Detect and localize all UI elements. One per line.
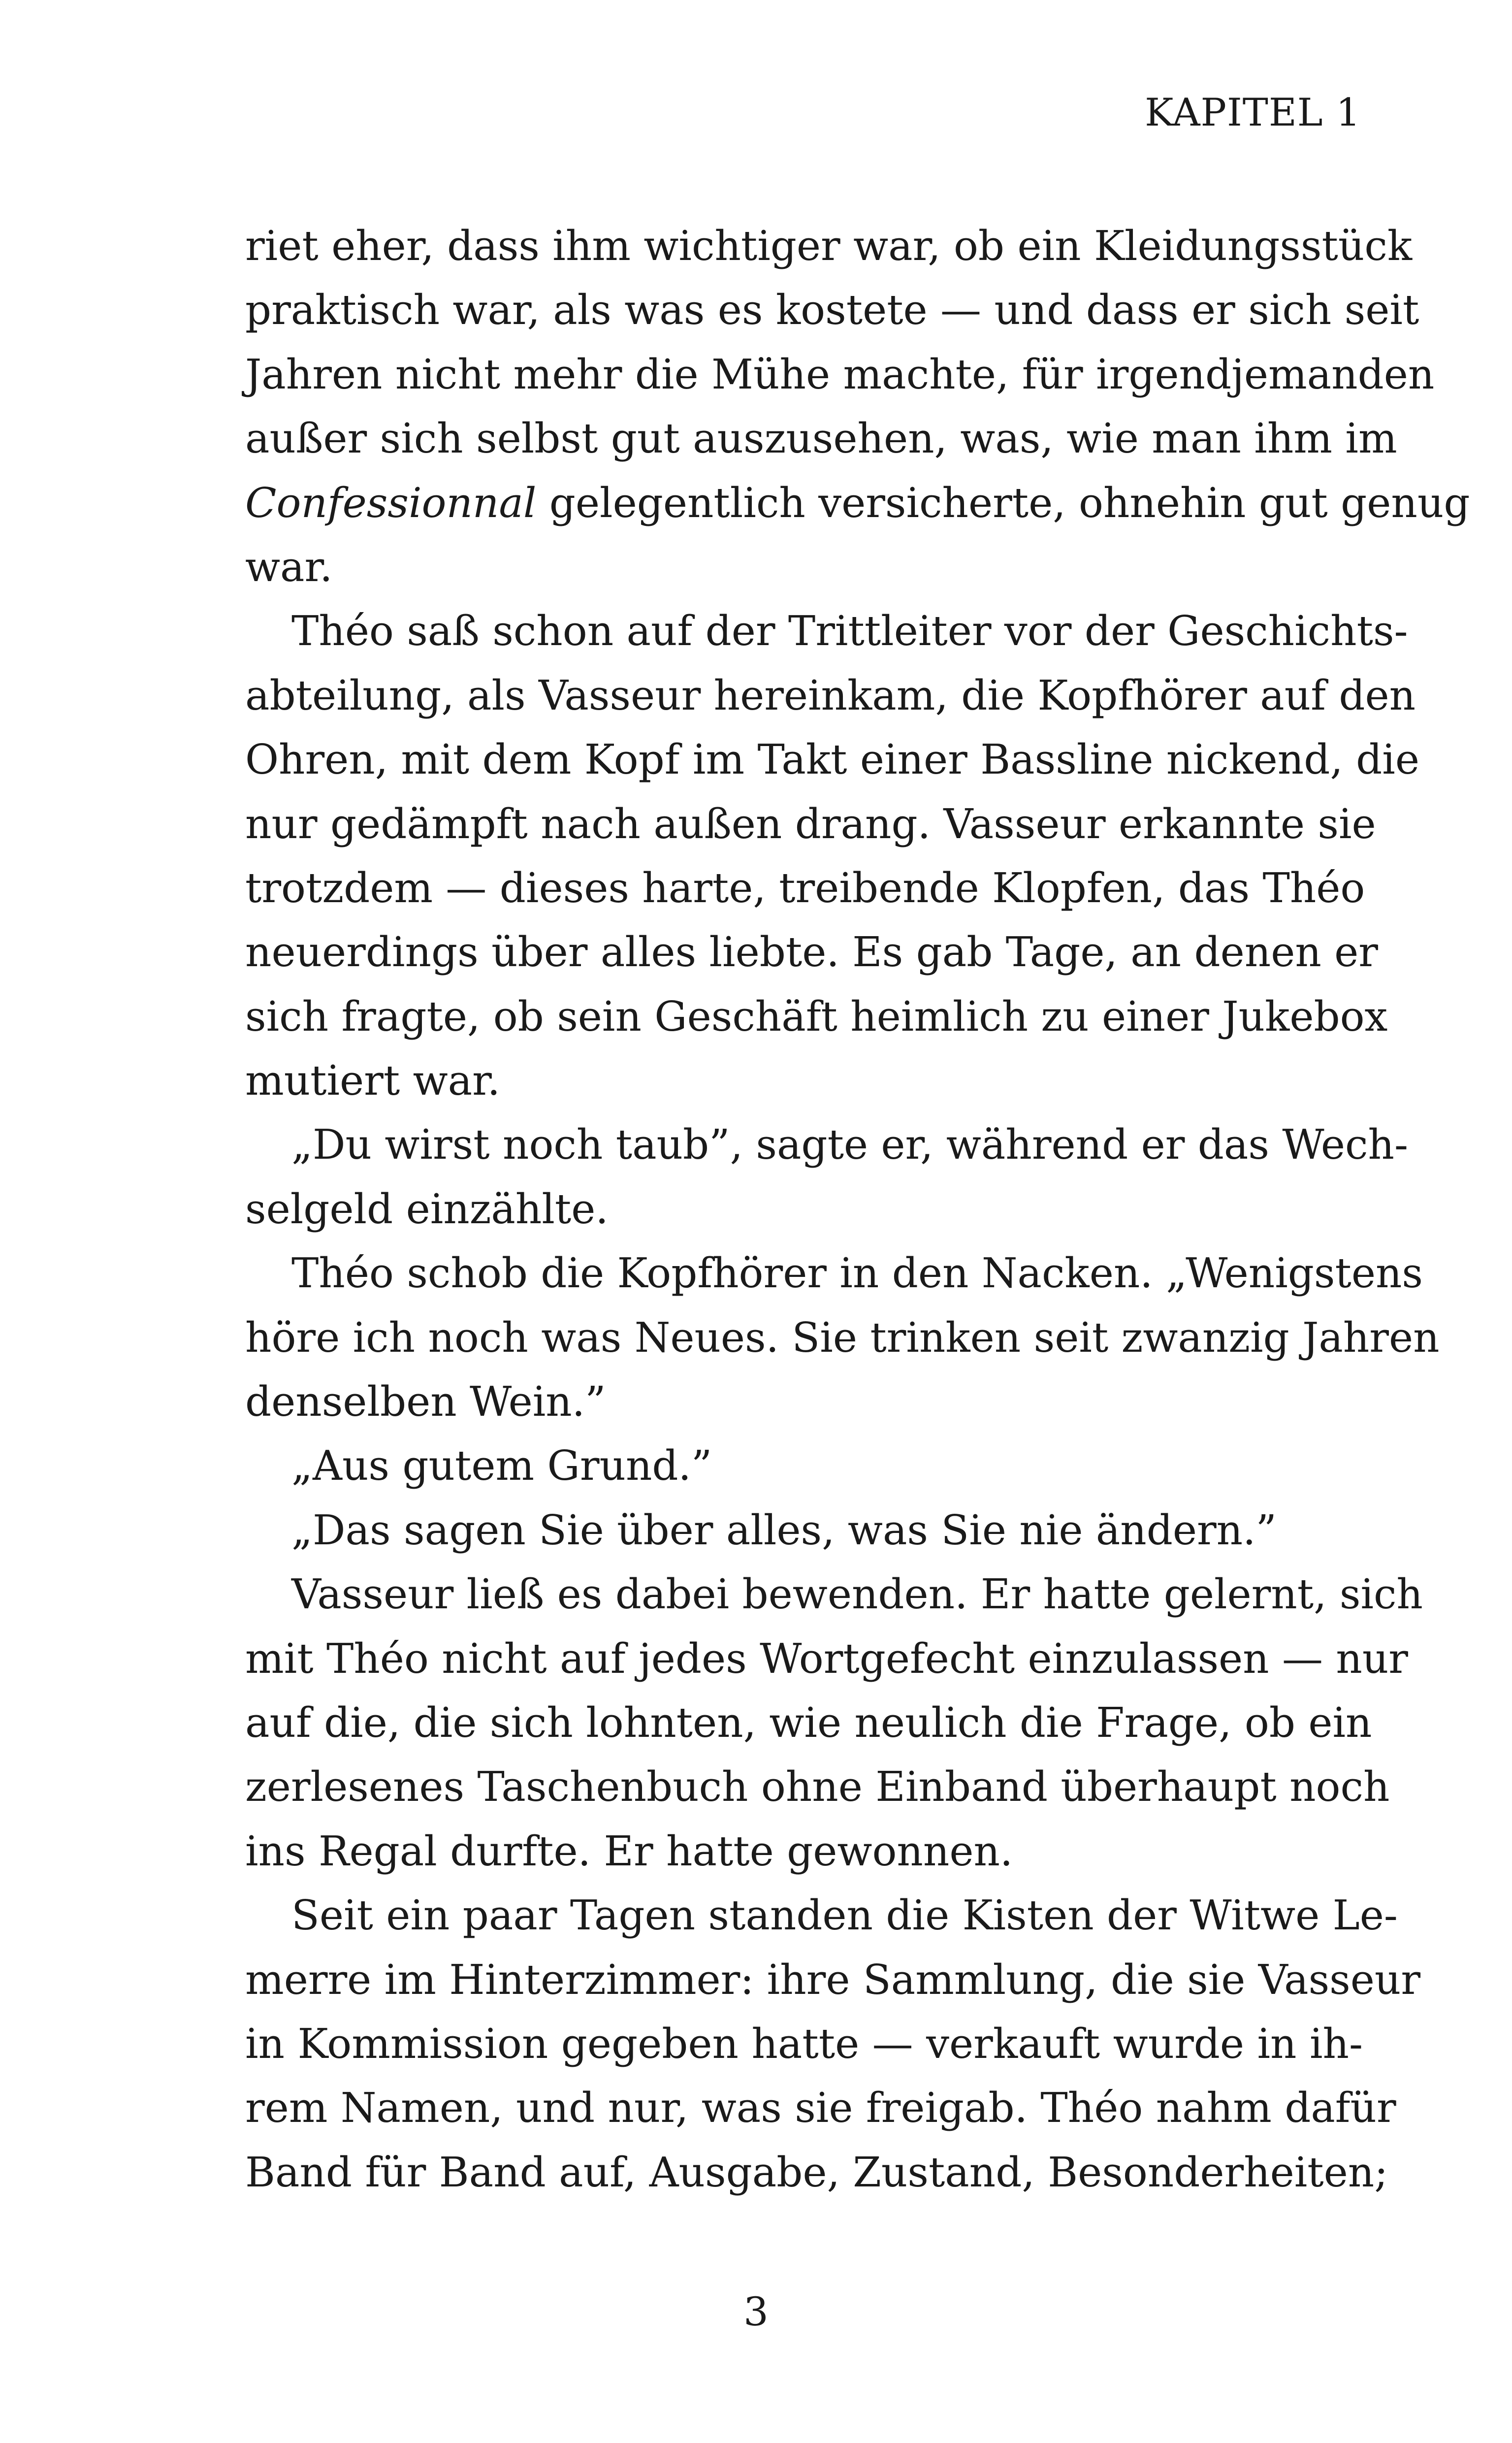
page-number: 3 <box>743 2289 769 2335</box>
body-text <box>245 214 1470 2205</box>
text-line: war. <box>245 543 333 591</box>
text-line: abteilung, als Vasseur hereinkam, die Kopfhörer auf den <box>245 671 1416 719</box>
paragraph <box>245 1884 1421 2205</box>
text-line: zerlesenes Taschenbuch ohne Einband überhaupt noch <box>245 1763 1390 1811</box>
paragraph <box>245 214 1470 599</box>
paragraph <box>245 1498 1363 1563</box>
text-line: mit Théo nicht auf jedes Wortgefecht einzulassen — nur <box>245 1634 1408 1683</box>
text-line: sich fragte, ob sein Geschäft heimlich zu einer Jukebox <box>245 992 1388 1041</box>
text-line: Ohren, mit dem Kopf im Takt einer Bassline nickend, die <box>245 736 1419 784</box>
text-line: trotzdem — dieses harte, treibende Klopfen, das Théo <box>245 864 1365 912</box>
text-line: denselben Wein.” <box>245 1378 606 1426</box>
text-line <box>245 471 1470 535</box>
paragraph <box>245 1434 1363 1498</box>
running-head: KAPITEL 1 <box>1145 91 1361 135</box>
text-line: Théo saß schon auf der Trittleiter vor der Geschichts- <box>291 607 1408 655</box>
text-line: neuerdings über alles liebte. Es gab Tage, an denen er <box>245 928 1378 977</box>
text-line: Seit ein paar Tagen standen die Kisten der Witwe Le- <box>291 1891 1398 1940</box>
line-remainder: gelegentlich versicherte, ohnehin gut genug <box>536 479 1470 527</box>
text-line: merre im Hinterzimmer: ihre Sammlung, die sie Vasseur <box>245 1955 1421 2004</box>
text-line: in Kommission gegeben hatte — verkauft wurde in ih- <box>245 2020 1363 2068</box>
text-line: riet eher, dass ihm wichtiger war, ob ein Kleidungsstück <box>245 222 1413 270</box>
text-line: selgeld einzählte. <box>245 1185 609 1233</box>
text-line: „Aus gutem Grund.” <box>291 1442 712 1490</box>
text-line: „Das sagen Sie über alles, was Sie nie ändern.” <box>291 1506 1277 1554</box>
italic-term: Confessionnal <box>245 479 537 527</box>
paragraph <box>245 1113 1409 1241</box>
text-line: Vasseur ließ es dabei bewenden. Er hatte gelernt, sich <box>291 1570 1423 1619</box>
text-line: Jahren nicht mehr die Mühe machte, für irgendjemanden <box>245 350 1435 398</box>
text-line: rem Namen, und nur, was sie freigab. Théo nahm dafür <box>245 2084 1396 2132</box>
text-line: nur gedämpft nach außen drang. Vasseur erkannte sie <box>245 800 1376 848</box>
text-line: ins Regal durfte. Er hatte gewonnen. <box>245 1827 1013 1875</box>
text-line: praktisch war, als was es kostete — und dass er sich seit <box>245 286 1419 334</box>
text-line: „Du wirst noch taub”, sagte er, während er das Wech- <box>291 1121 1409 1169</box>
text-line: höre ich noch was Neues. Sie trinken seit zwanzig Jahren <box>245 1313 1440 1362</box>
paragraph <box>245 599 1419 1113</box>
paragraph <box>245 1241 1440 1434</box>
text-line: Band für Band auf, Ausgabe, Zustand, Besonderheiten; <box>245 2148 1388 2196</box>
text-line: mutiert war. <box>245 1057 501 1105</box>
text-line: auf die, die sich lohnten, wie neulich die Frage, ob ein <box>245 1698 1372 1747</box>
text-line: Théo schob die Kopfhörer in den Nacken. „Wenigstens <box>291 1249 1423 1298</box>
paragraph <box>245 1563 1423 1884</box>
text-line: außer sich selbst gut auszusehen, was, wie man ihm im <box>245 415 1397 463</box>
